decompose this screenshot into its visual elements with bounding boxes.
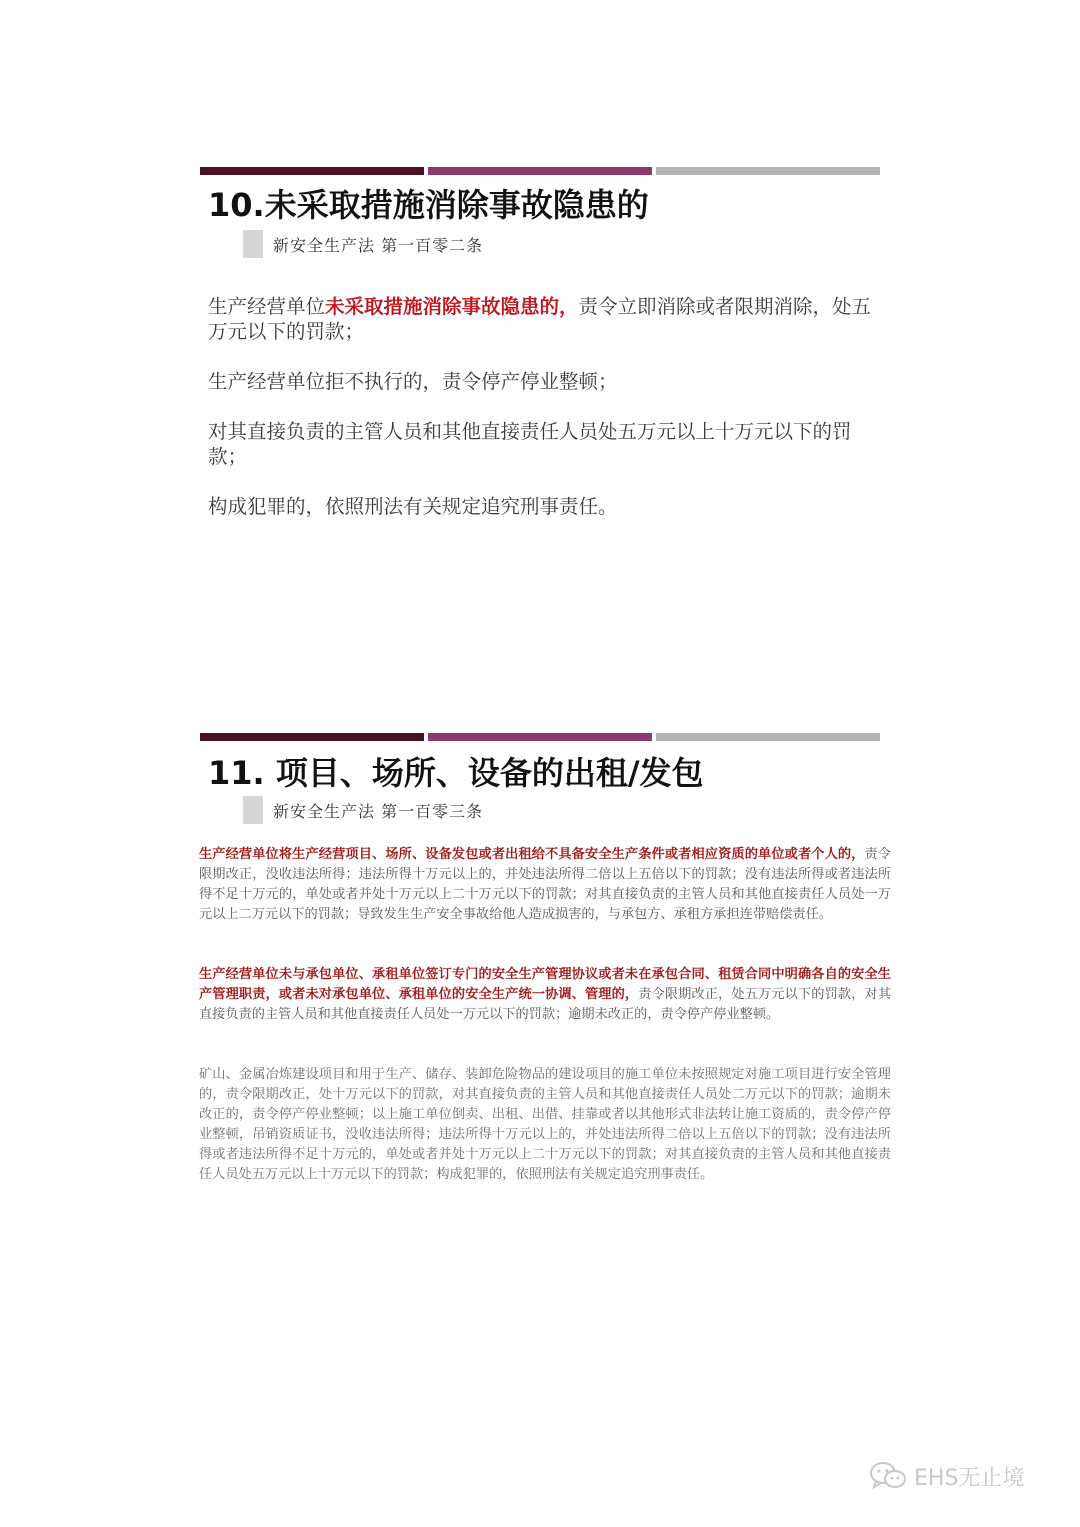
paragraph: 生产经营单位未采取措施消除事故隐患的，责令立即消除或者限期消除，处五万元以下的罚款；	[208, 295, 872, 343]
citation-text: 新安全生产法 第一百零三条	[273, 801, 484, 821]
section-title: 10.未采取措施消除事故隐患的	[208, 186, 649, 224]
paragraph: 构成犯罪的，依照刑法有关规定追究刑事责任。	[208, 495, 618, 518]
header-bar-light	[656, 733, 880, 741]
header-bar-dark	[200, 167, 424, 175]
header-bar-mid	[428, 733, 652, 741]
header-bar-dark	[200, 733, 424, 741]
paragraph: 矿山、金属冶炼建设项目和用于生产、储存、装卸危险物品的建设项目的施工单位未按照规定对施工项目进行安全管理的，责令限期改正，处十万元以下的罚款，对其直接负责的主管人员和其他直接责任人员处二万元以下的罚款；逾期未改正的，责令停产停业整顿；以上施工单位倒卖、出租、出借、挂靠或者以其他形式非法转让施工资质的，责令停产停业整顿，吊销资质证书，没收违法所得；违法所得十万元以上的，并处违法所得二倍以上五倍以下的罚款；没有违法所得或者违法所得不足十万元的，单处或者并处十万元以上二十万元以下的罚款；对其直接负责的主管人员和其他直接责任人员处五万元以上十万元以下的罚款；构成犯罪的，依照刑法有关规定追究刑事责任。	[199, 1067, 891, 1182]
highlight-text: 生产经营单位将生产经营项目、场所、设备发包或者出租给不具备安全生产条件或者相应资质的单位或者个人的，	[199, 847, 865, 862]
law-citation	[243, 230, 483, 258]
paragraph: 对其直接负责的主管人员和其他直接责任人员处五万元以上十万元以下的罚款；	[208, 420, 852, 468]
citation-marker	[243, 796, 263, 824]
paragraph: 生产经营单位未与承包单位、承租单位签订专门的安全生产管理协议或者未在承包合同、租赁合同中明确各自的安全生产管理职责，或者未对承包单位、承租单位的安全生产统一协调、管理的，责令限期改正，处五万元以下的罚款，对其直接负责的主管人员和其他直接责任人员处一万元以下的罚款；逾期未改正的，责令停产停业整顿。	[199, 967, 892, 1022]
highlight-text: 未采取措施消除事故隐患的，	[325, 295, 579, 318]
citation-text: 新安全生产法 第一百零二条	[273, 235, 484, 255]
header-bar-light	[656, 167, 880, 175]
section-title: 11. 项目、场所、设备的出租/发包	[208, 754, 704, 792]
watermark	[868, 1460, 1024, 1492]
watermark-text: EHS无止境	[914, 1465, 1025, 1491]
wechat-icon	[868, 1460, 908, 1492]
paragraph: 生产经营单位拒不执行的，责令停产停业整顿；	[208, 370, 618, 393]
citation-marker	[243, 230, 263, 258]
paragraph: 生产经营单位将生产经营项目、场所、设备发包或者出租给不具备安全生产条件或者相应资质的单位或者个人的，责令限期改正，没收违法所得；违法所得十万元以上的，并处违法所得二倍以上五倍以下的罚款；没有违法所得或者违法所得不足十万元的，单处或者并处十万元以上二十万元以下的罚款；对其直接负责的主管人员和其他直接责任人员处一万元以上二万元以下的罚款；导致发生生产安全事故给他人造成损害的，与承包方、承租方承担连带赔偿责任。	[199, 847, 891, 922]
law-citation	[243, 796, 483, 824]
header-bar-mid	[428, 167, 652, 175]
highlight-text: 生产经营单位未与承包单位、承租单位签订专门的安全生产管理协议或者未在承包合同、租赁合同中明确各自的安全生产管理职责，或者未对承包单位、承租单位的安全生产统一协调、管理的，	[199, 967, 891, 1002]
